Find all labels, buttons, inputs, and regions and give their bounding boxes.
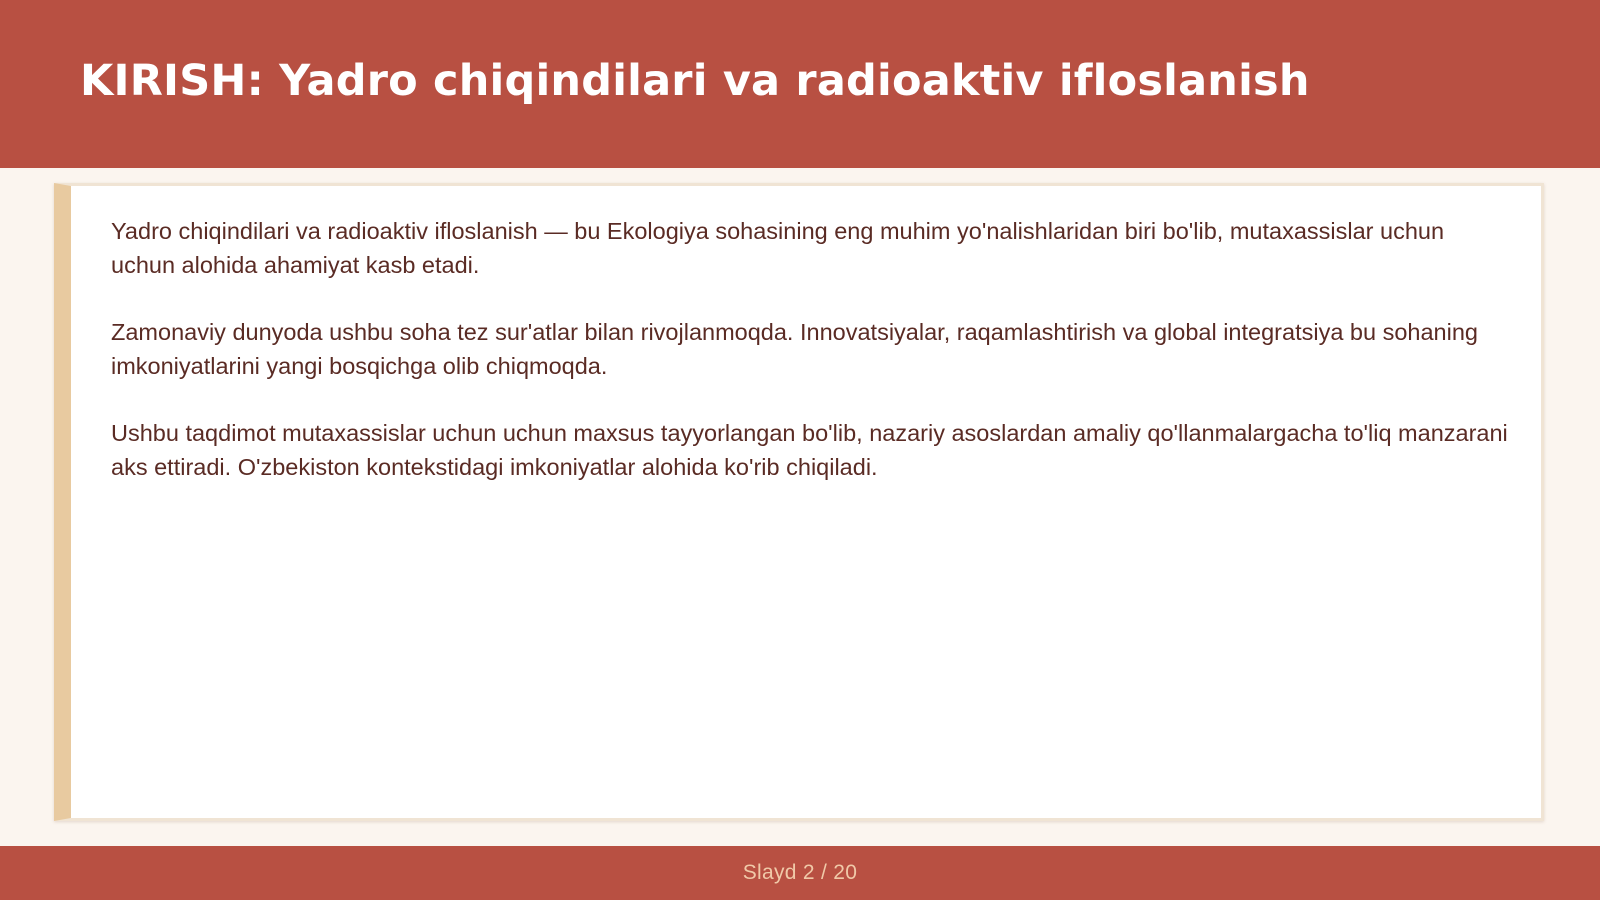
slide-counter: Slayd 2 / 20 bbox=[742, 861, 858, 884]
content-body bbox=[111, 214, 1511, 517]
content-card bbox=[54, 183, 1544, 821]
intro-paragraph: Yadro chiqindilari va radioaktiv ifloslanish — bu Ekologiya sohasining eng muhim yo'nalishlaridan biri bo'lib, mutaxassislar uchun uchun alohida ahamiyat kasb etadi. bbox=[111, 218, 1445, 278]
slide-header bbox=[0, 0, 1600, 168]
slide-title: KIRISH: Yadro chiqindilari va radioaktiv ifloslanish bbox=[80, 56, 1310, 106]
modern-world-paragraph: Zamonaviy dunyoda ushbu soha tez sur'atlar bilan rivojlanmoqda. Innovatsiyalar, raqamlashtirish va global integratsiya bu sohaning imkoniyatlarini yangi bosqichga olib chiqmoqda. bbox=[111, 319, 1478, 379]
slide-footer bbox=[0, 846, 1600, 900]
presentation-purpose-paragraph: Ushbu taqdimot mutaxassislar uchun uchun maxsus tayyorlangan bo'lib, nazariy asoslardan amaliy qo'llanmalargacha to'liq manzarani aks ettiradi. O'zbekiston kontekstidagi imkoniyatlar alohida ko'rib chiqiladi. bbox=[111, 420, 1508, 480]
